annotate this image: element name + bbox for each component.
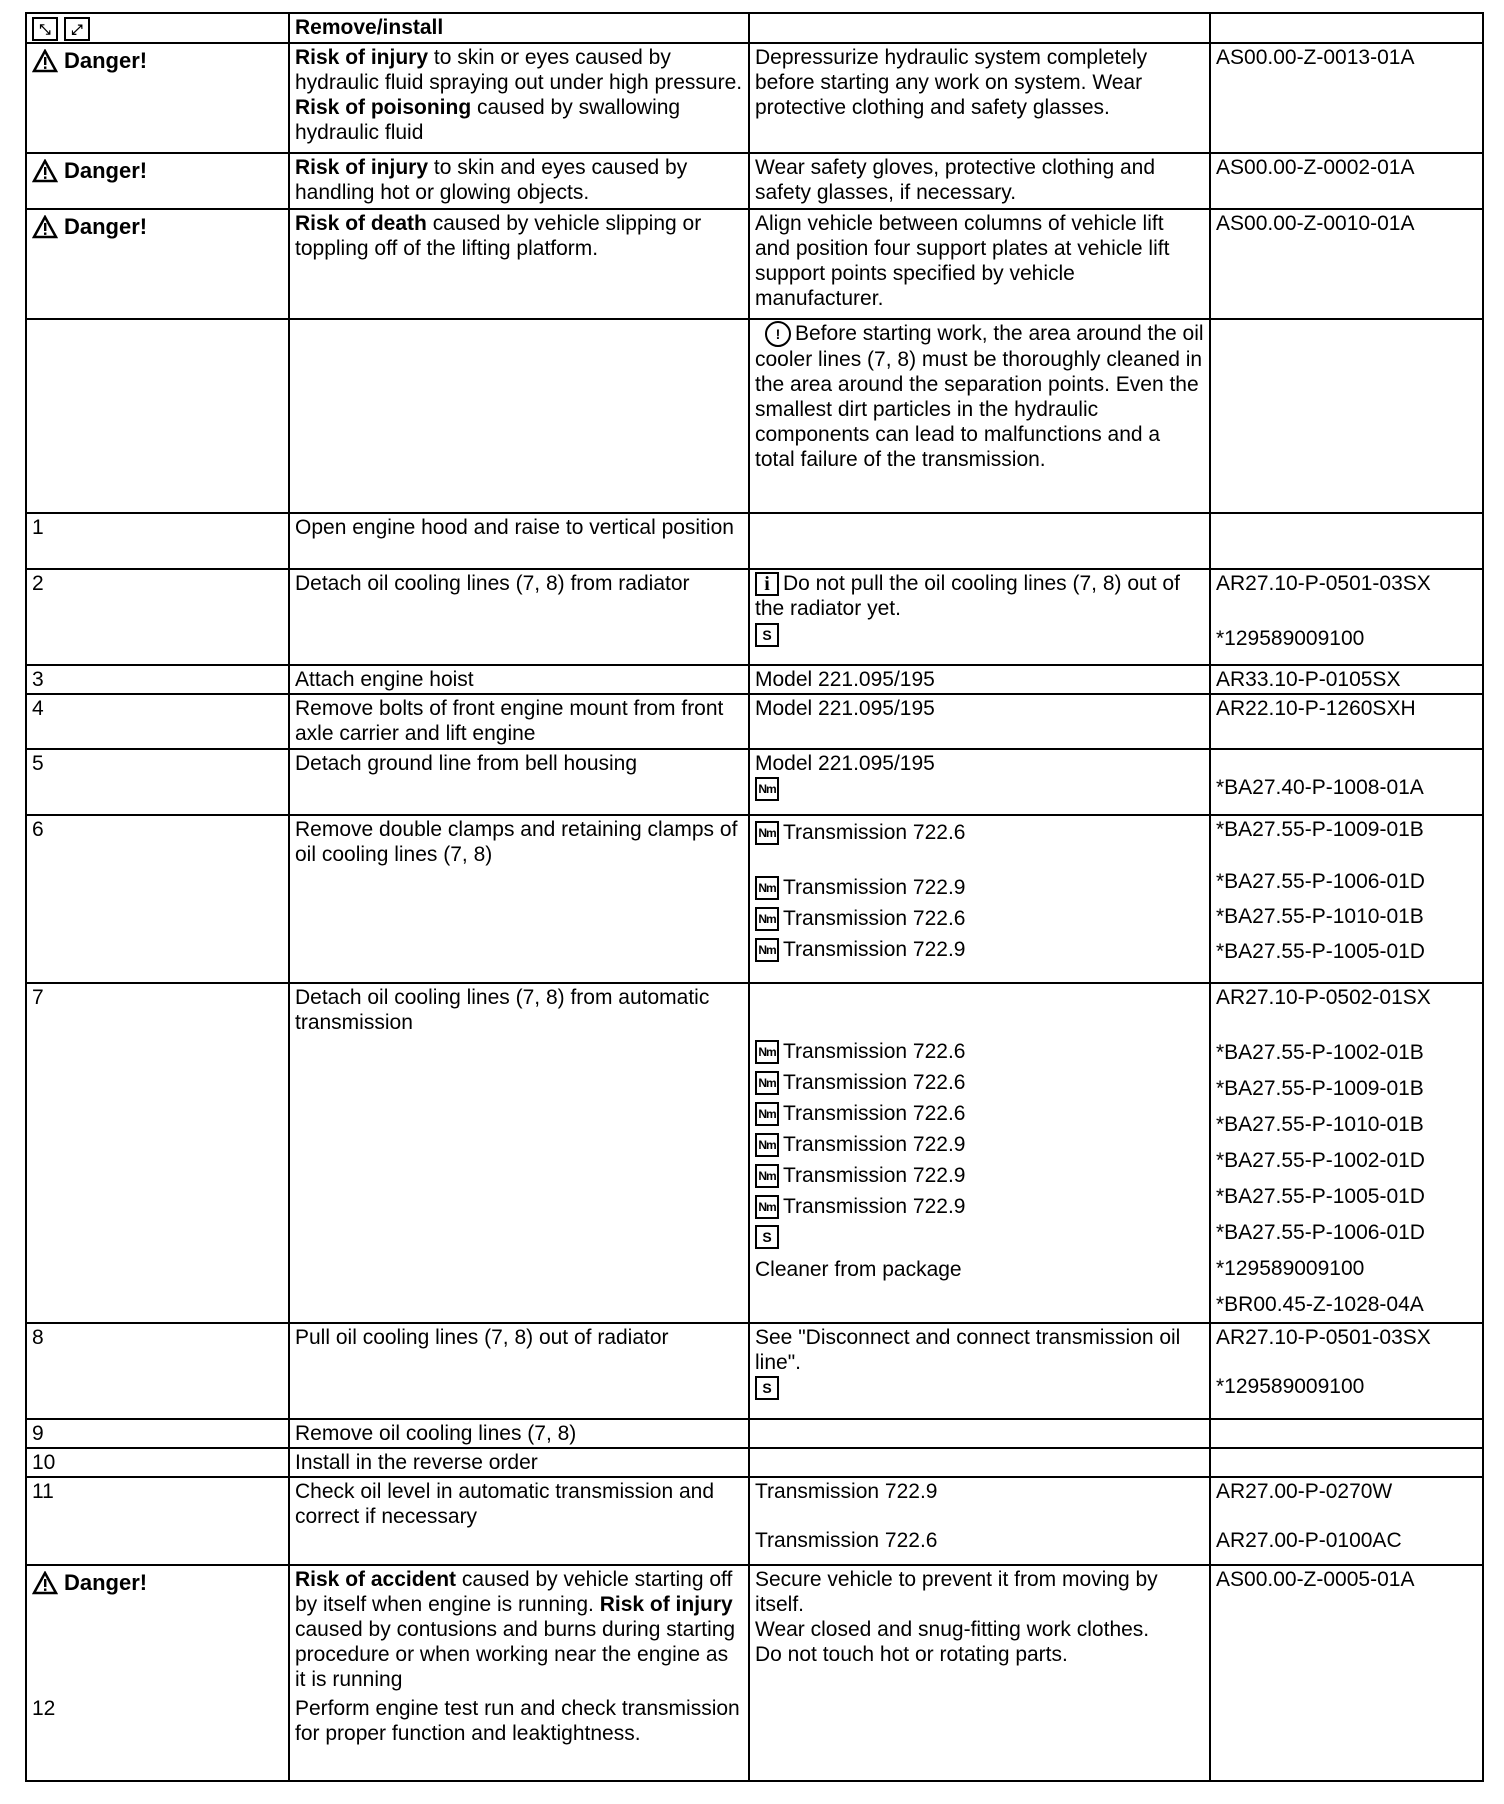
warning-triangle-icon: [32, 215, 58, 239]
reference: *BA27.55-P-1009-01B: [1216, 1077, 1424, 1100]
step-number: 1: [26, 513, 289, 569]
torque-icon: Nm: [755, 1164, 779, 1188]
torque-icon: Nm: [755, 1071, 779, 1095]
reference: AS00.00-Z-0005-01A: [1210, 1565, 1483, 1781]
remove-icon: ⤡: [32, 17, 58, 41]
note-text: Before starting work, the area around the oil cooler lines (7, 8) must be thoroughly cleaned in the area around the separation points. Even the smallest dirt particles in the hydraulic components can lead to malfunctions and a total failure of the transmission.: [755, 322, 1204, 472]
step-text: Detach oil cooling lines (7, 8) from automatic transmission: [289, 983, 749, 1323]
reference: *BA27.55-P-1005-01D: [1216, 1185, 1425, 1208]
note-row: [26, 319, 1483, 513]
step-row: 7 Detach oil cooling lines (7, 8) from automatic transmission Nm Transmission 722.6 Nm Transmission 722.6 Nm Transmission 722.6 Nm Transmission 722.9 Nm Transmission 722.9 Nm Transmission 722.9 S Cleaner from package AR27.10-P-0502-01SX *BA27.55-P-1002-01B *BA27.55-P-1009-01B *BA27.55-P-1010-01B *BA27.55-P-1002-01D *BA27.55-P-1005-01D *BA27.55-P-1006-01D *129589009100 *BR00.45-Z-1028-04A: [26, 983, 1483, 1323]
caution-circle-icon: !: [765, 321, 791, 347]
install-icon: ⤢: [64, 17, 90, 41]
reference: *BA27.55-P-1006-01D: [1216, 870, 1425, 893]
step-text: Attach engine hoist: [289, 665, 749, 694]
step-number: 12: [32, 1697, 56, 1720]
step-number: 9: [26, 1419, 289, 1448]
step-row: 11 Check oil level in automatic transmission and correct if necessary Transmission 722.9 Transmission 722.6 AR27.00-P-0270W AR27.00-P-0100AC: [26, 1477, 1483, 1565]
reference: AR22.10-P-1260SXH: [1210, 694, 1483, 749]
reference: AR27.10-P-0501-03SX: [1216, 1326, 1431, 1349]
reference: *BR00.45-Z-1028-04A: [1216, 1293, 1424, 1316]
special-tool-icon: S: [755, 1376, 779, 1400]
danger-row: Danger! Risk of death caused by vehicle slipping or toppling off of the lifting platform. Align vehicle between columns of vehicle lift and position four support plates at vehicle lift support points specified by vehicle manufacturer. AS00.00-Z-0010-01A: [26, 209, 1483, 319]
reference: *129589009100: [1216, 627, 1365, 650]
step-row: [26, 513, 1483, 569]
danger-action: Wear safety gloves, protective clothing and safety glasses, if necessary.: [749, 153, 1210, 209]
warning-triangle-icon: [32, 159, 58, 183]
step-row: 2 Detach oil cooling lines (7, 8) from radiator i Do not pull the oil cooling lines (7, 8) out of the radiator yet. S AR27.10-P-0501-03SX *129589009100: [26, 569, 1483, 665]
reference: AR27.00-P-0270W: [1216, 1480, 1393, 1503]
torque-icon: Nm: [755, 1102, 779, 1126]
reference: *BA27.40-P-1008-01A: [1216, 776, 1424, 799]
reference: *BA27.55-P-1010-01B: [1216, 1113, 1424, 1136]
warning-triangle-icon: [32, 49, 58, 73]
step-row: 4 Remove bolts of front engine mount from front axle carrier and lift engine Model 221.095/195 AR22.10-P-1260SXH: [26, 694, 1483, 749]
torque-icon: Nm: [755, 777, 779, 801]
reference: *129589009100: [1216, 1257, 1365, 1280]
step-text: Detach ground line from bell housing: [289, 749, 749, 815]
warning-triangle-icon: [32, 1571, 58, 1595]
step-number: 8: [26, 1323, 289, 1419]
torque-icon: Nm: [755, 1133, 779, 1157]
torque-icon: Nm: [755, 907, 779, 931]
torque-icon: Nm: [755, 1195, 779, 1219]
step-text: Detach oil cooling lines (7, 8) from radiator: [289, 569, 749, 665]
step-number: 2: [26, 569, 289, 665]
step-text: Pull oil cooling lines (7, 8) out of radiator: [289, 1323, 749, 1419]
reference: *BA27.55-P-1002-01B: [1216, 1041, 1424, 1064]
danger-row: Danger! 12 Risk of accident caused by vehicle starting off by itself when engine is running. Risk of injury caused by contusions and burns during starting procedure or when working near the engine as it is running Perform engine test run and check transmission for proper function and leaktightness. Secure vehicle to prevent it from moving by itself. Wear closed and snug-fitting work clothes. Do not touch hot or rotating parts. AS00.00-Z-0005-01A: [26, 1565, 1483, 1781]
danger-label: Danger!: [64, 1570, 148, 1595]
step-text: Remove bolts of front engine mount from front axle carrier and lift engine: [289, 694, 749, 749]
step-row: 6 Remove double clamps and retaining clamps of oil cooling lines (7, 8) Nm Transmission 722.6 Nm Transmission 722.9 Nm Transmission 722.6 Nm Transmission 722.9 *BA27.55-P-1009-01B *BA27.55-P-1006-01D *BA27.55-P-1010-01B *BA27.55-P-1005-01D: [26, 815, 1483, 983]
step-number: 4: [26, 694, 289, 749]
reference: AS00.00-Z-0002-01A: [1210, 153, 1483, 209]
cleaner-text: Cleaner from package: [755, 1258, 962, 1281]
reference: *BA27.55-P-1005-01D: [1216, 940, 1425, 963]
header-row: [26, 13, 1483, 43]
step-row: 8 Pull oil cooling lines (7, 8) out of radiator See "Disconnect and connect transmission oil line". S AR27.10-P-0501-03SX *129589009100: [26, 1323, 1483, 1419]
reference: AR33.10-P-0105SX: [1210, 665, 1483, 694]
step-number: 3: [26, 665, 289, 694]
info-icon: i: [755, 572, 779, 596]
reference: AR27.10-P-0501-03SX: [1216, 572, 1431, 595]
step-row: 5 Detach ground line from bell housing Model 221.095/195 Nm *BA27.40-P-1008-01A: [26, 749, 1483, 815]
torque-icon: Nm: [755, 938, 779, 962]
step-row: [26, 1419, 1483, 1448]
torque-icon: Nm: [755, 1040, 779, 1064]
reference: AS00.00-Z-0013-01A: [1210, 43, 1483, 153]
page-title: Remove/install: [289, 13, 749, 43]
step-number: 7: [26, 983, 289, 1323]
danger-label: Danger!: [64, 48, 148, 73]
special-tool-icon: S: [755, 1225, 779, 1249]
step-row: [26, 1448, 1483, 1477]
reference: AR27.00-P-0100AC: [1216, 1529, 1402, 1552]
step-number: 6: [26, 815, 289, 983]
special-tool-icon: S: [755, 623, 779, 647]
step-text: Remove oil cooling lines (7, 8): [289, 1419, 749, 1448]
torque-icon: Nm: [755, 876, 779, 900]
reference: *BA27.55-P-1009-01B: [1216, 818, 1424, 841]
reference: AR27.10-P-0502-01SX: [1216, 986, 1431, 1009]
procedure-table: [25, 12, 1484, 1782]
danger-label: Danger!: [64, 158, 148, 183]
reference: *129589009100: [1216, 1375, 1365, 1398]
danger-action: Depressurize hydraulic system completely before starting any work on system. Wear protective clothing and safety glasses.: [749, 43, 1210, 153]
reference: *BA27.55-P-1010-01B: [1216, 905, 1424, 928]
step-number: 11: [26, 1477, 289, 1565]
reference: AS00.00-Z-0010-01A: [1210, 209, 1483, 319]
step-text: Remove double clamps and retaining clamps of oil cooling lines (7, 8): [289, 815, 749, 983]
step-number: 5: [26, 749, 289, 815]
danger-row: Danger! Risk of injury to skin or eyes caused by hydraulic fluid spraying out under high pressure. Risk of poisoning caused by swallowing hydraulic fluid Depressurize hydraulic system completely before starting any work on system. Wear protective clothing and safety glasses. AS00.00-Z-0013-01A: [26, 43, 1483, 153]
step-row: 3 Attach engine hoist Model 221.095/195 AR33.10-P-0105SX: [26, 665, 1483, 694]
step-text: Install in the reverse order: [289, 1448, 749, 1477]
step-number: 10: [26, 1448, 289, 1477]
reference: *BA27.55-P-1006-01D: [1216, 1221, 1425, 1244]
danger-label: Danger!: [64, 214, 148, 239]
step-text: Perform engine test run and check transmission for proper function and leaktightness.: [295, 1697, 740, 1745]
danger-action: Align vehicle between columns of vehicle lift and position four support plates at vehicle lift support points specified by vehicle manufacturer.: [749, 209, 1210, 319]
step-text: Open engine hood and raise to vertical position: [289, 513, 749, 569]
reference: *BA27.55-P-1002-01D: [1216, 1149, 1425, 1172]
danger-row: Danger! Risk of injury to skin and eyes caused by handling hot or glowing objects. Wear safety gloves, protective clothing and safety glasses, if necessary. AS00.00-Z-0002-01A: [26, 153, 1483, 209]
step-text: Check oil level in automatic transmission and correct if necessary: [289, 1477, 749, 1565]
torque-icon: Nm: [755, 821, 779, 845]
